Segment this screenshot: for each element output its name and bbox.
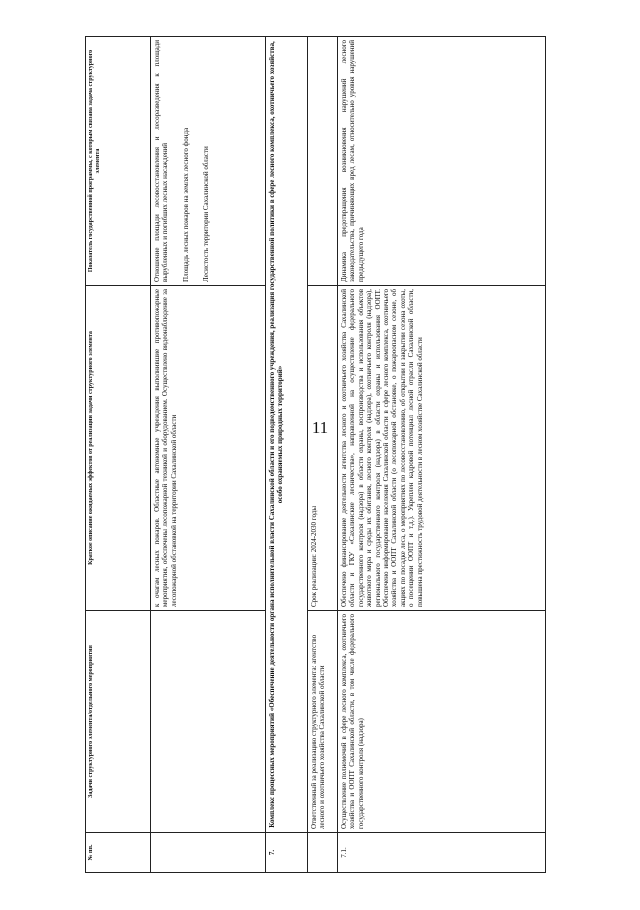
header-num: № пп. bbox=[86, 833, 151, 873]
responsible-period: Срок реализации: 2024-2030 годы bbox=[308, 285, 338, 610]
indicator-forest-cover: Лесистость территории Сахалинской области bbox=[202, 146, 211, 282]
indicator-forest-fire-area: Площадь лесных пожаров на землях лесного фонда bbox=[181, 127, 190, 282]
continuation-effect: к очагам лесных пожаров. Областные автономные учреждения выполнившие противопожарные мероприятия, обеспечены лесопожарной техникой и оборудованием. Осуществлено видеонаблюдение за лесопожарной обстановкой на территории Сахалинской области bbox=[151, 285, 266, 610]
responsible-row bbox=[308, 36, 338, 872]
continuation-indicator-cell bbox=[151, 36, 266, 285]
section-title: Комплекс процессных мероприятий «Обеспечение деятельности органа исполнительной власти Сахалинской области и его подведомственного учреждения, реализация государственной политики в сфере лесного комплекса, охотничьего хозяйства, особо охраняемых природных территорий» bbox=[266, 36, 308, 832]
header-indicator: Показатель государственной программы, с которым связана задача структурного элемента bbox=[86, 36, 151, 285]
responsible-num-cell bbox=[308, 833, 338, 873]
section-number: 7. bbox=[266, 833, 308, 873]
program-table bbox=[85, 36, 546, 873]
continuation-task-cell bbox=[151, 611, 266, 833]
task-row bbox=[338, 36, 546, 872]
task-number: 7.1. bbox=[338, 833, 546, 873]
header-row bbox=[86, 36, 151, 872]
section-row bbox=[266, 36, 308, 872]
header-effect: Краткое описание ожидаемых эффектов от реализации задачи структурного элемента bbox=[86, 285, 151, 610]
indicator-reforestation-ratio: Отношение площади лесовосстановления и лесоразведения к площади вырубленных и погибших лесных насаждений bbox=[153, 39, 170, 282]
task-effect: Обеспечено финансирование деятельности агентства лесного и охотничьего хозяйства Сахалинской области и ГКУ «Сахалинские лесничества», направленной на осуществление федерального государственного контроля (надзора) в области охраны, воспроизводства и использования объектов животного мира и среды их обитания, лесного контроля (надзора), охотничьего контроля (надзора), регионального государственного контроля (надзора) в области охраны и использования ООПТ. Обеспечено информирование населения Сахалинской области в сфере лесного комплекса, охотничьего хозяйства и ООПТ Сахалинской области (о лесопожарной обстановке, о пожароопасном сезоне, об акциях по посадке леса, о мероприятиях по лесовосстановлению, об открытии и закрытии сезона охоты, о посещении ООПТ и т.д.). Укреплен кадровой потенциал лесной отрасли Сахалинской области, повышена престижность трудовой деятельности в лесном хозяйстве Сахалинской области bbox=[338, 285, 546, 610]
task-indicator: Динамика предотвращения возникновения нарушений лесного законодательства, причиняющих вред лесам, относительно уровня нарушений предыдущего года bbox=[338, 36, 546, 285]
continuation-row bbox=[151, 36, 266, 872]
rotated-table-wrapper bbox=[85, 37, 545, 873]
header-task: Задачи структурного элемента/отдельного мероприятия bbox=[86, 611, 151, 833]
page-number: 11 bbox=[311, 418, 329, 437]
task-description: Осуществление полномочий в сфере лесного комплекса, охотничьего хозяйства и ООПТ Сахалинской области, в том числе федерального государственного контроля (надзора) bbox=[338, 611, 546, 833]
responsible-indicator-cell bbox=[308, 36, 338, 285]
responsible-text: Ответственный за реализацию структурного элемента: агентство лесного и охотничьего хозяйства Сахалинской области bbox=[308, 611, 338, 833]
continuation-num-cell bbox=[151, 833, 266, 873]
